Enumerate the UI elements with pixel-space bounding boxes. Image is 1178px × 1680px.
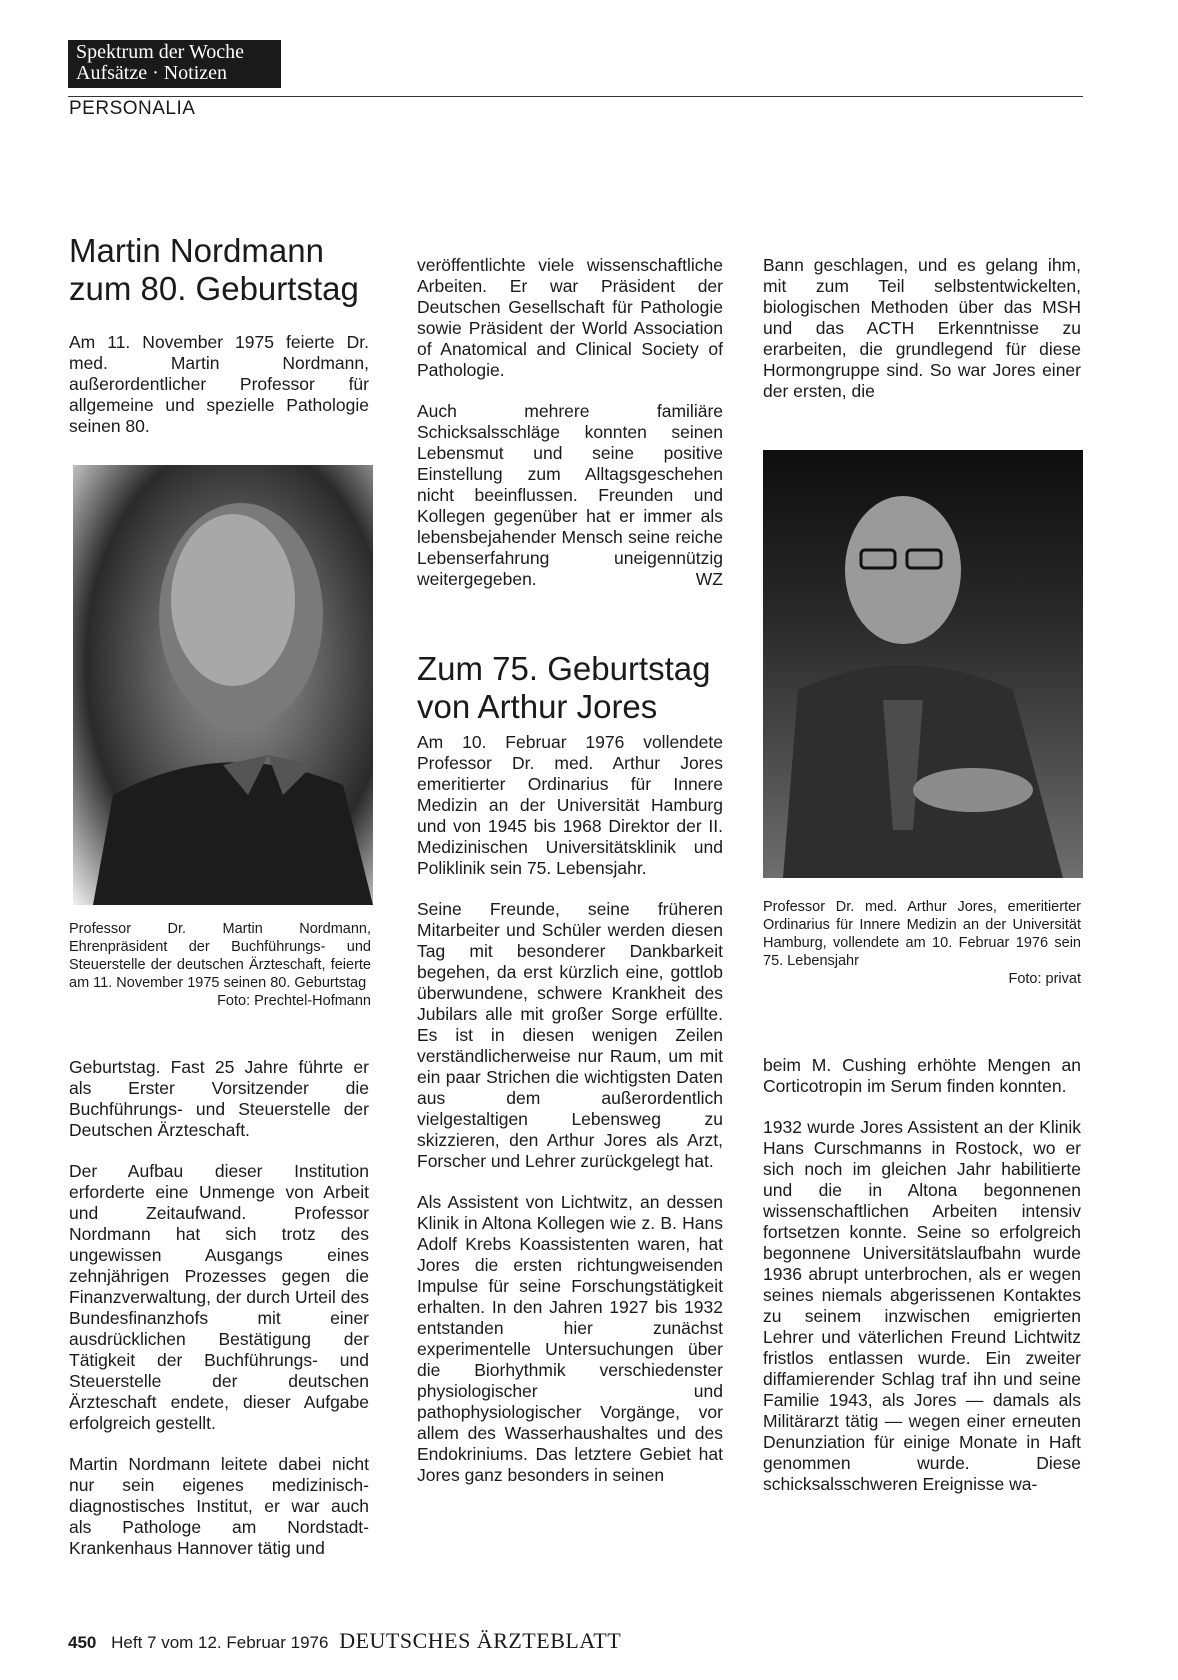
article1-para3: Der Aufbau dieser Institution erforderte eine Unmenge von Arbeit und Zeitaufwand. Professor Nordmann hat sich trotz des ungewissen Ausgangs eines zehnjährigen Prozesses gegen die Finanzverwaltung, der durch Urteil des Bundesfinanzhofs mit einer ausdrücklichen Bestätigung der Tätigkeit der Buchführungs- und Steuerstelle der deutschen Ärzteschaft endete, dieser Aufgabe erfolgreich gestellt.: [69, 1161, 369, 1433]
photo1-caption-text: Professor Dr. Martin Nordmann, Ehrenpräsident der Buchführungs- und Steuerstelle der deutschen Ärzteschaft, feierte am 11. November 1975 seinen 80. Geburtstag: [69, 921, 371, 991]
article2-para3: Als Assistent von Lichtwitz, an dessen Klinik in Altona Kollegen wie z. B. Hans Adolf Krebs Koassistenten waren, hat Jores die ersten richtungweisenden Impulse für seine Forschungstätigkeit erhalten. In den Jahren 1927 bis 1932 entstanden hier zunächst experimentelle Untersuchungen über die Biorhythmik verschiedenster physiologischer und pathophysiologischer Vorgänge, vor allem des Wasserhaushaltes und des Endokriniums. Das letztere Gebiet hat Jores ganz besonders in seinen: [417, 1192, 723, 1485]
page-footer: [68, 1628, 621, 1654]
photo2-caption: [763, 898, 1081, 988]
header-rule: [68, 96, 1083, 97]
column-1-bottom: [69, 1057, 369, 1559]
article2-para4: Bann geschlagen, und es gelang ihm, mit zum Teil selbstentwickelten, biologischen Methoden über das MSH und das ACTH Erkenntnisse zu erarbeiten, die grundlegend für diese Hormongruppe sind. So war Jores einer der ersten, die: [763, 255, 1081, 401]
photo-arthur-jores: [763, 450, 1083, 878]
photo2-caption-text: Professor Dr. med. Arthur Jores, emeritierter Ordinarius für Innere Medizin an der Universität Hamburg, vollendete am 10. Februar 1976 sein 75. Lebensjahr: [763, 899, 1081, 969]
article1-title-line2: zum 80. Geburtstag: [69, 270, 359, 307]
portrait-silhouette-1: [73, 465, 373, 905]
photo1-caption: [69, 920, 371, 1010]
series-label-line1: Spektrum der Woche: [76, 41, 244, 63]
column-3-bottom: [763, 1055, 1081, 1495]
article2-para1: Am 10. Februar 1976 vollendete Professor Dr. med. Arthur Jores emeritierter Ordinarius für Innere Medizin an der Universität Hamburg und von 1945 bis 1968 Direktor der II. Medizinischen Universitätsklinik und Poliklinik sein 75. Lebensjahr.: [417, 732, 723, 878]
photo-martin-nordmann: [73, 465, 373, 905]
column-3-top: [763, 255, 1081, 402]
column-2-top: [417, 255, 723, 590]
article2-para2: Seine Freunde, seine früheren Mitarbeiter und Schüler werden diesen Tag mit besonderer Dankbarkeit begehen, da erst kürzlich eine, gottlob überwundene, schwere Krankheit des Jubilars alle mit großer Sorge erfüllte. Es ist in diesen wenigen Zeilen verständlicherweise nur Raum, um mit ein paar Strichen die wichtigsten Daten aus dem außerordentlich vielgestaltigen Lebensweg zu skizzieren, den Arthur Jores als Arzt, Forscher und Lehrer zurückgelegt hat.: [417, 899, 723, 1171]
magazine-name: DEUTSCHES ÄRZTEBLATT: [339, 1628, 622, 1653]
article1-signature: WZ: [695, 569, 723, 589]
column-2-bottom: [417, 732, 723, 1486]
photo2-credit: Foto: privat: [1008, 971, 1081, 987]
series-label-box: [68, 40, 281, 88]
article1-title-line1: Martin Nordmann: [69, 232, 324, 269]
article1-para4: Martin Nordmann leitete dabei nicht nur sein eigenes medizinisch-diagnostisches Institut, er war auch als Pathologe am Nordstadt-Krankenhaus Hannover tätig und: [69, 1454, 369, 1558]
issue-info: Heft 7 vom 12. Februar 1976: [111, 1633, 329, 1652]
article2-title-line2: von Arthur Jores: [417, 688, 658, 725]
article1-title: [69, 232, 369, 308]
article1-para1: Am 11. November 1975 feierte Dr. med. Martin Nordmann, außerordentlicher Professor für allgemeine und spezielle Pathologie seinen 80.: [69, 332, 369, 436]
photo1-credit: Foto: Prechtel-Hofmann: [217, 993, 371, 1009]
series-label-line2: Aufsätze · Notizen: [76, 62, 228, 84]
article1-para2: Geburtstag. Fast 25 Jahre führte er als Erster Vorsitzender die Buchführungs- und Steuerstelle der Deutschen Ärzteschaft.: [69, 1057, 369, 1140]
section-label: PERSONALIA: [69, 98, 196, 119]
article2-heading-block: [417, 650, 727, 726]
portrait-silhouette-2: [763, 450, 1083, 878]
article2-title: [417, 650, 727, 726]
page-number: 450: [68, 1633, 97, 1652]
article1-para6: Auch mehrere familiäre Schicksalsschläge konnten seinen Lebensmut und seine positive Einstellung zum Alltagsgeschehen nicht beeinflussen. Freunden und Kollegen gegenüber hat er immer als lebensbejahender Mensch seine reiche Lebenserfahrung uneigennützig weitergegeben.: [417, 401, 723, 589]
column-1-top: [69, 232, 369, 437]
article2-para6: 1932 wurde Jores Assistent an der Klinik Hans Curschmanns in Rostock, wo er sich noch im gleichen Jahr habilitierte und die in Altona begonnenen wissenschaftlichen Arbeiten intensiv fortsetzen konnte. Seine so erfolgreich begonnene Universitätslaufbahn wurde 1936 abrupt unterbrochen, als er wegen seines niemals abgerissenen Kontaktes zu seinem inzwischen emigrierten Lehrer und väterlichen Freund Lichtwitz fristlos entlassen wurde. Ein zweiter diffamierender Schlag traf ihn und seine Familie 1943, als Jores — damals als Militärarzt tätig — wegen einer erneuten Denunziation für einige Monate in Haft genommen wurde. Diese schicksalsschweren Ereignisse wa-: [763, 1117, 1081, 1494]
article2-title-line1: Zum 75. Geburtstag: [417, 650, 711, 687]
article1-para5: veröffentlichte viele wissenschaftliche Arbeiten. Er war Präsident der Deutschen Gesellschaft für Pathologie sowie Präsident der World Association of Anatomical and Clinical Society of Pathologie.: [417, 255, 723, 380]
article2-para5: beim M. Cushing erhöhte Mengen an Corticotropin im Serum finden konnten.: [763, 1055, 1081, 1096]
